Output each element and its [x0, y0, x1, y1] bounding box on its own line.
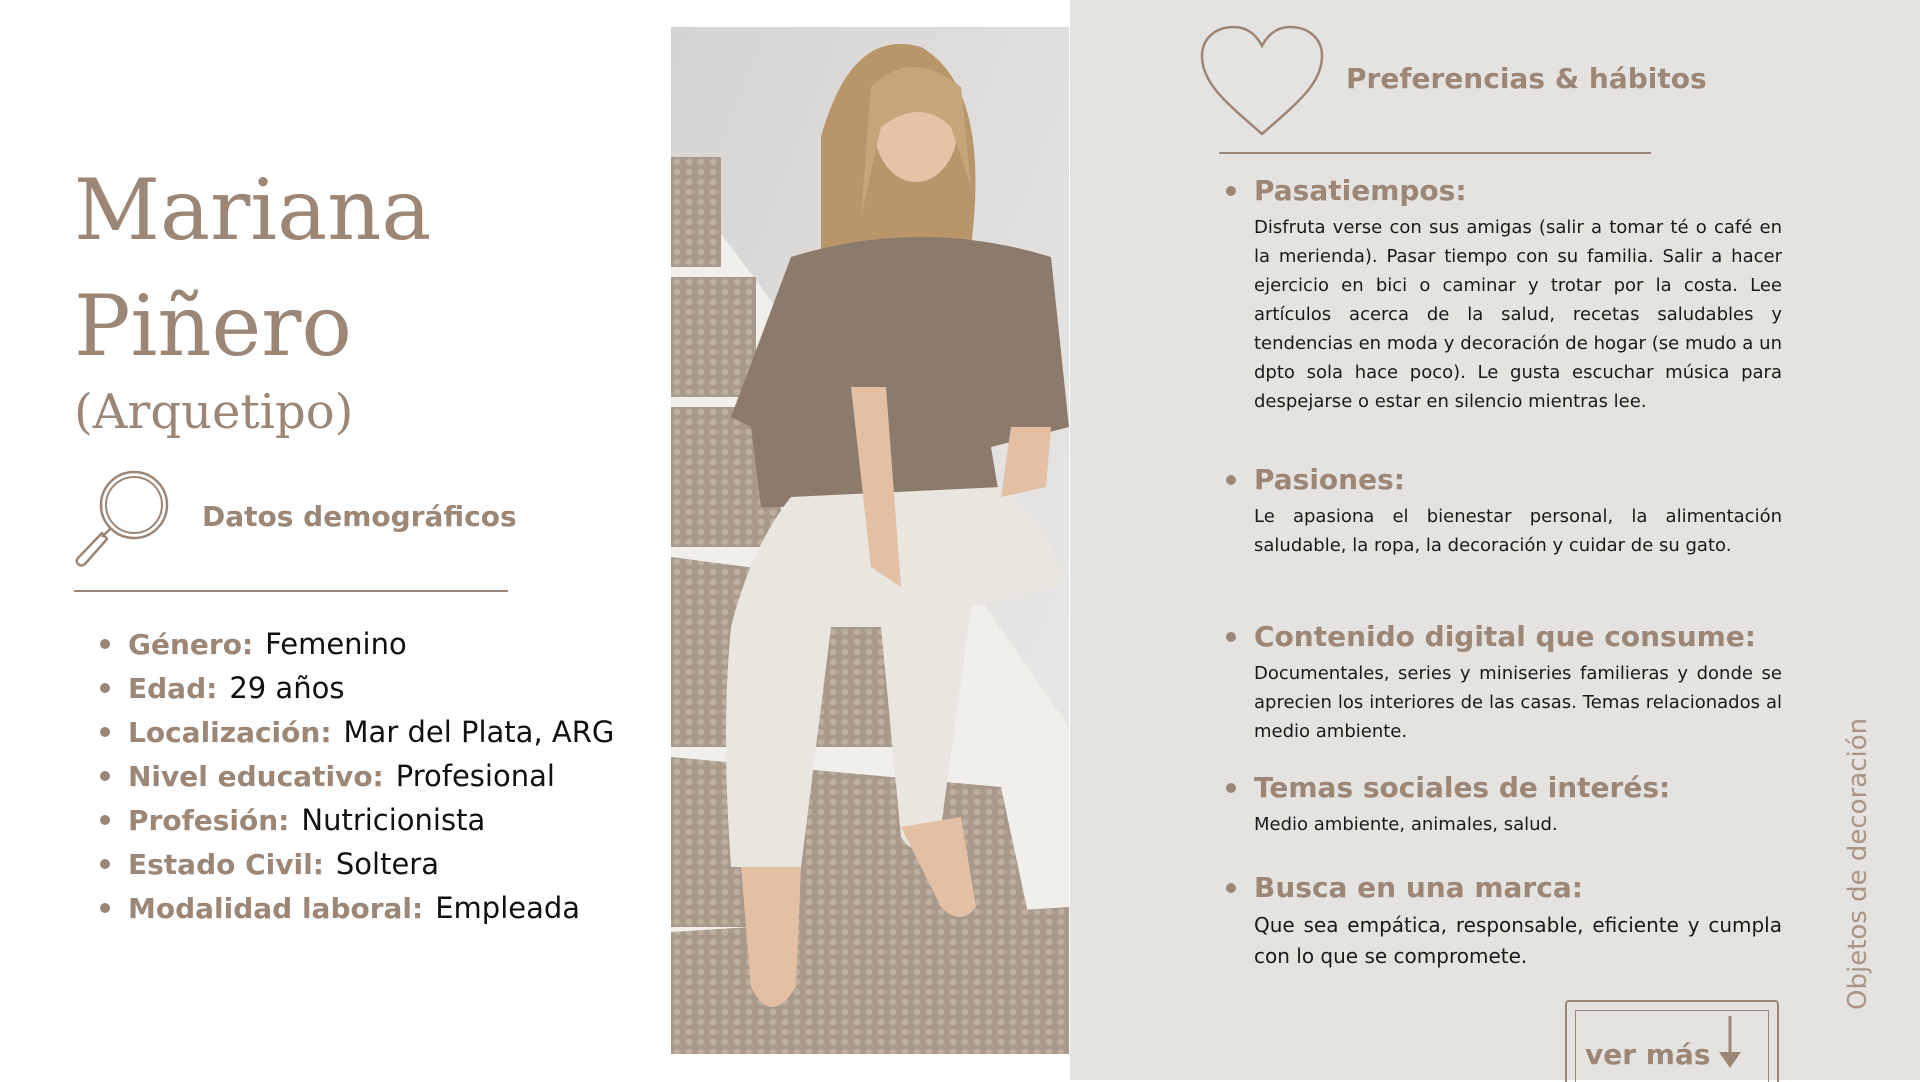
bullet-icon: [100, 683, 110, 693]
demographics-divider: [74, 590, 508, 592]
bullet-icon: [100, 859, 110, 869]
bullet-icon: [1226, 475, 1236, 485]
ver-mas-button[interactable]: [1565, 1000, 1779, 1082]
list-item: [100, 798, 614, 842]
list-item: [1254, 463, 1782, 560]
bullet-icon: [100, 727, 110, 737]
bullet-icon: [1226, 783, 1236, 793]
preferences-title: Preferencias & hábitos: [1346, 62, 1707, 95]
magnifier-icon: [74, 468, 174, 572]
demographic-value: Femenino: [265, 627, 407, 661]
ver-mas-label: ver más: [1585, 1038, 1711, 1071]
preference-label: Pasiones:: [1254, 463, 1405, 496]
list-item: [100, 666, 614, 710]
preference-label: Contenido digital que consume:: [1254, 620, 1757, 653]
demographic-label: Género:: [128, 627, 254, 661]
list-item: [1254, 871, 1782, 972]
demographic-value: 29 años: [229, 671, 345, 705]
arrow-down-icon: [1715, 1014, 1745, 1070]
bullet-icon: [100, 639, 110, 649]
list-item: [1254, 620, 1782, 746]
demographic-value: Nutricionista: [301, 803, 486, 837]
preference-label: Temas sociales de interés:: [1254, 771, 1671, 804]
bullet-icon: [1226, 186, 1236, 196]
list-item: [100, 842, 614, 886]
demographic-label: Estado Civil:: [128, 847, 324, 881]
preference-text: Documentales, series y miniseries familieras y donde se aprecien los interiores de las casas. Temas relacionados al medio ambiente.: [1254, 663, 1782, 742]
list-item: [100, 710, 614, 754]
list-item: [1254, 771, 1782, 839]
demographic-label: Modalidad laboral:: [128, 891, 424, 925]
demographics-title: Datos demográficos: [202, 500, 517, 533]
demographic-value: Empleada: [435, 891, 581, 925]
side-label: Objetos de decoración: [1843, 717, 1873, 1010]
persona-photo-illustration: [671, 27, 1069, 1054]
list-item: [100, 886, 614, 930]
heart-icon: [1198, 24, 1326, 140]
bullet-icon: [1226, 883, 1236, 893]
demographic-label: Localización:: [128, 715, 332, 749]
preference-text: Que sea empática, responsable, eficiente y cumpla con lo que se compromete.: [1254, 913, 1782, 968]
list-item: [1254, 174, 1782, 416]
bullet-icon: [1226, 632, 1236, 642]
persona-last-name: Piñero: [74, 277, 352, 375]
demographic-label: Nivel educativo:: [128, 759, 384, 793]
preference-label: Busca en una marca:: [1254, 871, 1583, 904]
demographic-value: Soltera: [335, 847, 440, 881]
persona-photo: [671, 27, 1069, 1054]
bullet-icon: [100, 771, 110, 781]
demographic-value: Profesional: [395, 759, 555, 793]
demographic-label: Edad:: [128, 671, 218, 705]
preference-label: Pasatiempos:: [1254, 174, 1467, 207]
preference-text: Medio ambiente, animales, salud.: [1254, 814, 1558, 835]
bullet-icon: [100, 903, 110, 913]
demographics-list: [100, 622, 614, 930]
persona-first-name: Mariana: [74, 161, 432, 259]
preference-text: Disfruta verse con sus amigas (salir a tomar té o café en la merienda). Pasar tiempo con su familia. Salir a hacer ejercicio en bici o caminar y trotar por la costa. Lee artículos acerca de la salud, recetas saludables y tendencias en moda y decoración de hogar (se mudo a un dpto sola hace poco). Le gusta escuchar música para despejarse o estar en silencio mientras lee.: [1254, 217, 1782, 412]
list-item: [100, 622, 614, 666]
persona-archetype: (Arquetipo): [74, 384, 354, 440]
preferences-divider: [1219, 152, 1651, 154]
bullet-icon: [100, 815, 110, 825]
demographic-value: Mar del Plata, ARG: [343, 715, 615, 749]
list-item: [100, 754, 614, 798]
preference-text: Le apasiona el bienestar personal, la alimentación saludable, la ropa, la decoración y cuidar de su gato.: [1254, 506, 1782, 556]
demographic-label: Profesión:: [128, 803, 290, 837]
